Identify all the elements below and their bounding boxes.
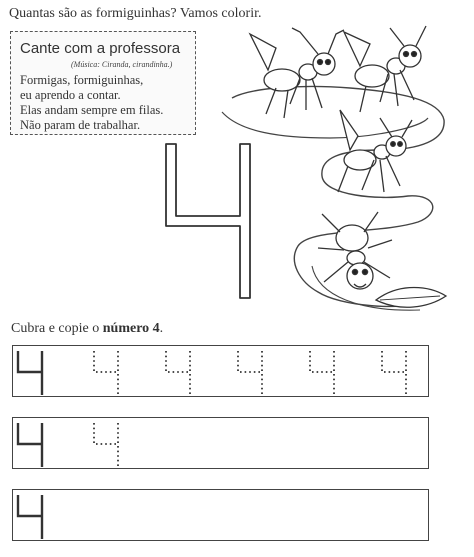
instruction-text: Cubra e copie o número 4. [11, 321, 164, 336]
dotted-numeral-four [166, 351, 190, 395]
song-line-4: Não param de trabalhar. [20, 118, 141, 132]
instruction-number: número 4 [102, 321, 160, 336]
dotted-numeral-four [94, 423, 118, 467]
song-line-2: eu aprendo a contar. [20, 88, 121, 102]
song-title: Cante com a professora [20, 40, 181, 57]
model-numeral-four [18, 351, 42, 395]
dotted-numeral-four [382, 351, 406, 395]
song-line-1: Formigas, formiguinhas, [20, 73, 144, 87]
dotted-numeral-four [310, 351, 334, 395]
dotted-numeral-four [238, 351, 262, 395]
song-line-3: Elas andam sempre em filas. [20, 103, 164, 117]
song-credit: (Música: Ciranda, cirandinha.) [71, 60, 173, 69]
model-numeral-four [18, 495, 42, 539]
worksheet-question: Quantas são as formiguinhas? Vamos colorir. [9, 6, 262, 21]
dotted-numeral-four [94, 351, 118, 395]
model-numeral-four [18, 423, 42, 467]
